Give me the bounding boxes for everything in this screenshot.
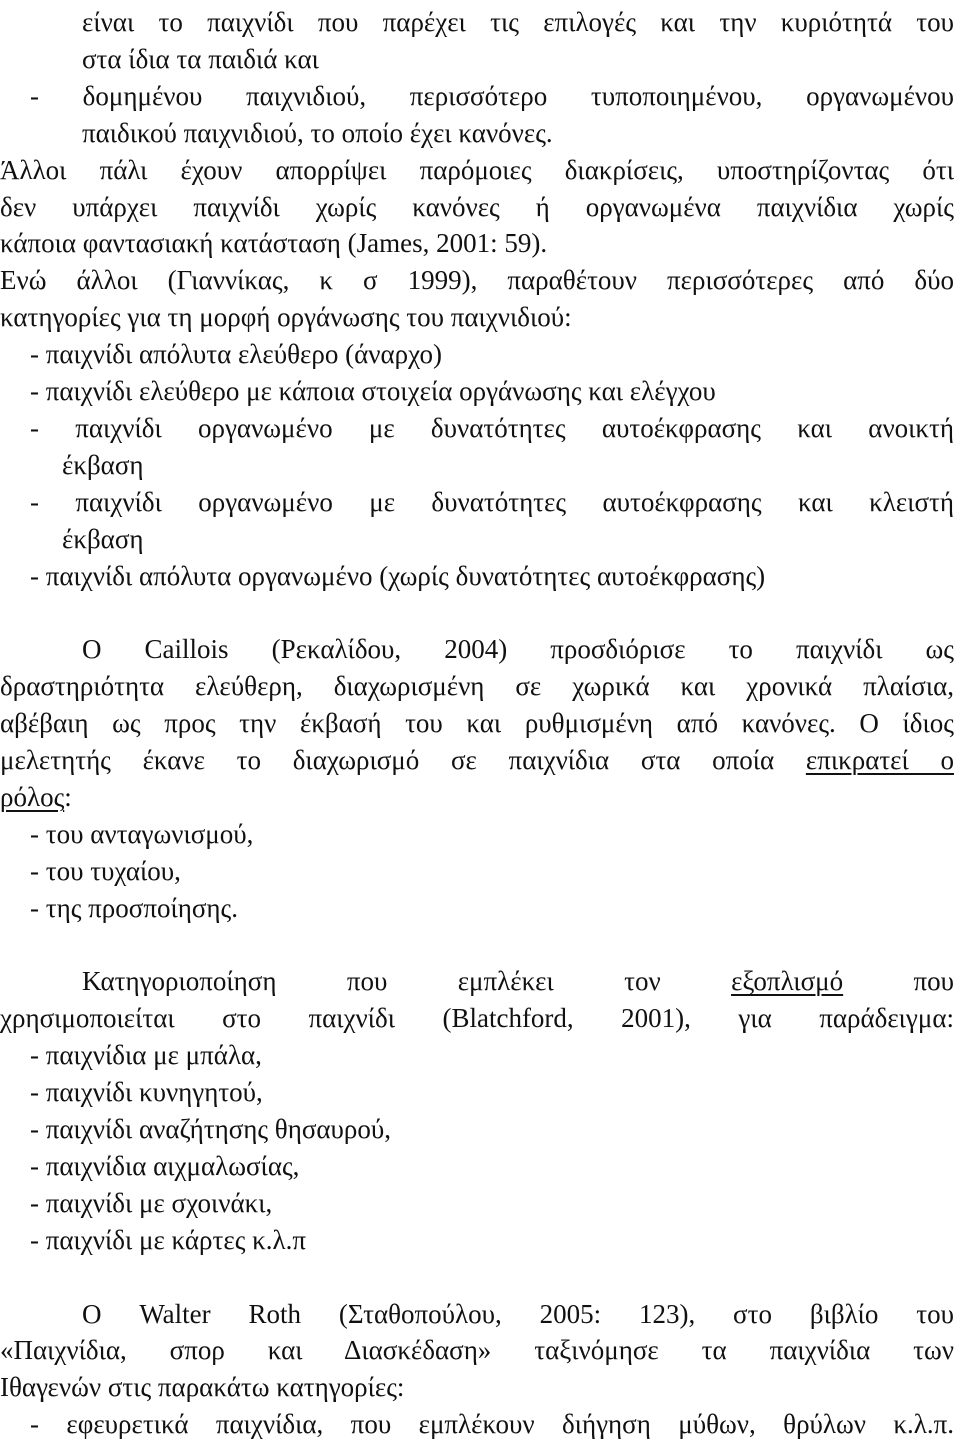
blank-line [0,594,960,630]
text-line [0,336,960,372]
text-segment: κατηγορίες για τη μορφή οργάνωσης του παιχνιδιού: [0,302,572,333]
text-segment: Ενώ άλλοι (Γιαννίκας, κ σ 1999), παραθέτουν περισσότερες από δύο [0,265,954,296]
text-segment: - παιχνίδι κυνηγητού, [30,1077,263,1108]
text-line [0,1148,960,1184]
text-segment: - εφευρετικά παιχνίδια, που εμπλέκουν διήγηση μύθων, θρύλων κ.λ.π. [30,1409,954,1440]
text-line [0,1000,960,1036]
text-segment: κάποια φαντασιακή κατάσταση (James, 2001: 59). [0,228,548,259]
underlined-text: εξοπλισμό [731,966,844,997]
text-line [0,963,960,999]
text-line [0,41,960,77]
underlined-text: επικρατεί ο [805,745,954,775]
text-line [0,410,960,446]
text-line [0,1222,960,1258]
text-line [0,115,960,151]
text-line [0,742,960,778]
text-segment: αβέβαιη ως προς την έκβασή του και ρυθμισμένη από κανόνες. Ο ίδιος [0,708,954,739]
text-line [0,779,960,815]
text-line [0,558,960,594]
text-segment: που [843,966,954,997]
text-segment: - παιχνίδι οργανωμένο με δυνατότητες αυτοέκφρασης και ανοικτή [30,412,954,443]
text-segment: στα ίδια τα παιδιά και [82,43,319,74]
text-line [0,1074,960,1110]
text-line [0,705,960,741]
blank-line [0,927,960,963]
text-line [0,373,960,409]
text-segment: - του ανταγωνισμού, [30,818,254,849]
text-line [0,1111,960,1147]
text-line [0,631,960,667]
text-segment: είναι το παιχνίδι που παρέχει τις επιλογές και την κυριότητά του [82,7,954,37]
text-segment: - παιχνίδι οργανωμένο με δυνατότητες αυτοέκφρασης και κλειστή [30,486,954,517]
text-line [0,1406,960,1442]
text-line [0,447,960,483]
text-segment: - παιχνίδι αναζήτησης θησαυρού, [30,1114,392,1144]
text-line [0,78,960,114]
text-line [0,1332,960,1368]
text-segment: - παιχνίδι ελεύθερο με κάποια στοιχεία οργάνωσης και ελέγχου [30,376,716,406]
underlined-text: ρόλος [0,781,65,812]
text-segment: : [64,781,72,812]
text-segment: - δομημένου παιχνιδιού, περισσότερο τυποποιημένου, οργανωμένου [30,80,954,111]
text-line [0,152,960,188]
text-line [0,484,960,520]
text-line [0,1296,960,1332]
text-segment: - παιχνίδι με σχοινάκι, [30,1187,273,1218]
text-line [0,1037,960,1073]
text-segment: - της προσποίησης. [30,892,238,923]
blank-line [0,1259,960,1295]
text-segment: - παιχνίδι με κάρτες κ.λ.π [30,1224,306,1255]
text-segment: μελετητής έκανε το διαχωρισμό σε παιχνίδια στα οποία [0,745,806,775]
text-line [0,853,960,889]
text-segment: - του τυχαίου, [30,855,181,886]
text-segment: δραστηριότητα ελεύθερη, διαχωρισμένη σε χωρικά και χρονικά πλαίσια, [0,671,954,702]
text-line [0,299,960,335]
text-segment: - παιχνίδια αιχμαλωσίας, [30,1150,300,1181]
text-line [0,225,960,261]
text-line [0,1185,960,1221]
text-segment: - παιχνίδι απόλυτα οργανωμένο (χωρίς δυνατότητες αυτοέκφρασης) [30,560,766,591]
text-line [0,1369,960,1405]
text-segment: χρησιμοποιείται στο παιχνίδι (Blatchford, 2001), για παράδειγμα: [0,1003,954,1034]
text-segment: Ο Walter Roth (Σταθοπούλου, 2005: 123), στο βιβλίο του [82,1298,954,1329]
text-line [0,4,960,40]
text-segment: - παιχνίδια με μπάλα, [30,1040,262,1071]
text-segment: παιδικού παιχνιδιού, το οποίο έχει κανόνες. [82,117,553,148]
text-segment: δεν υπάρχει παιχνίδι χωρίς κανόνες ή οργανωμένα παιχνίδια χωρίς [0,191,954,222]
text-line [0,189,960,225]
text-segment: Άλλοι πάλι έχουν απορρίψει παρόμοιες διακρίσεις, υποστηρίζοντας ότι [0,154,954,185]
text-segment: Ο Caillois (Ρεκαλίδου, 2004) προσδιόρισε το παιχνίδι ως [82,634,954,665]
text-line [0,668,960,704]
text-line [0,816,960,852]
text-segment: «Παιχνίδια, σπορ και Διασκέδαση» ταξινόμησε τα παιχνίδια των [0,1335,954,1366]
text-line [0,890,960,926]
text-line [0,521,960,557]
text-line [0,262,960,298]
text-segment: Ιθαγενών στις παρακάτω κατηγορίες: [0,1372,405,1403]
text-segment: έκβαση [62,449,144,480]
text-segment: - παιχνίδι απόλυτα ελεύθερο (άναρχο) [30,339,442,370]
text-segment: Κατηγοριοποίηση που εμπλέκει τον [82,966,732,997]
text-segment: έκβαση [62,523,144,554]
